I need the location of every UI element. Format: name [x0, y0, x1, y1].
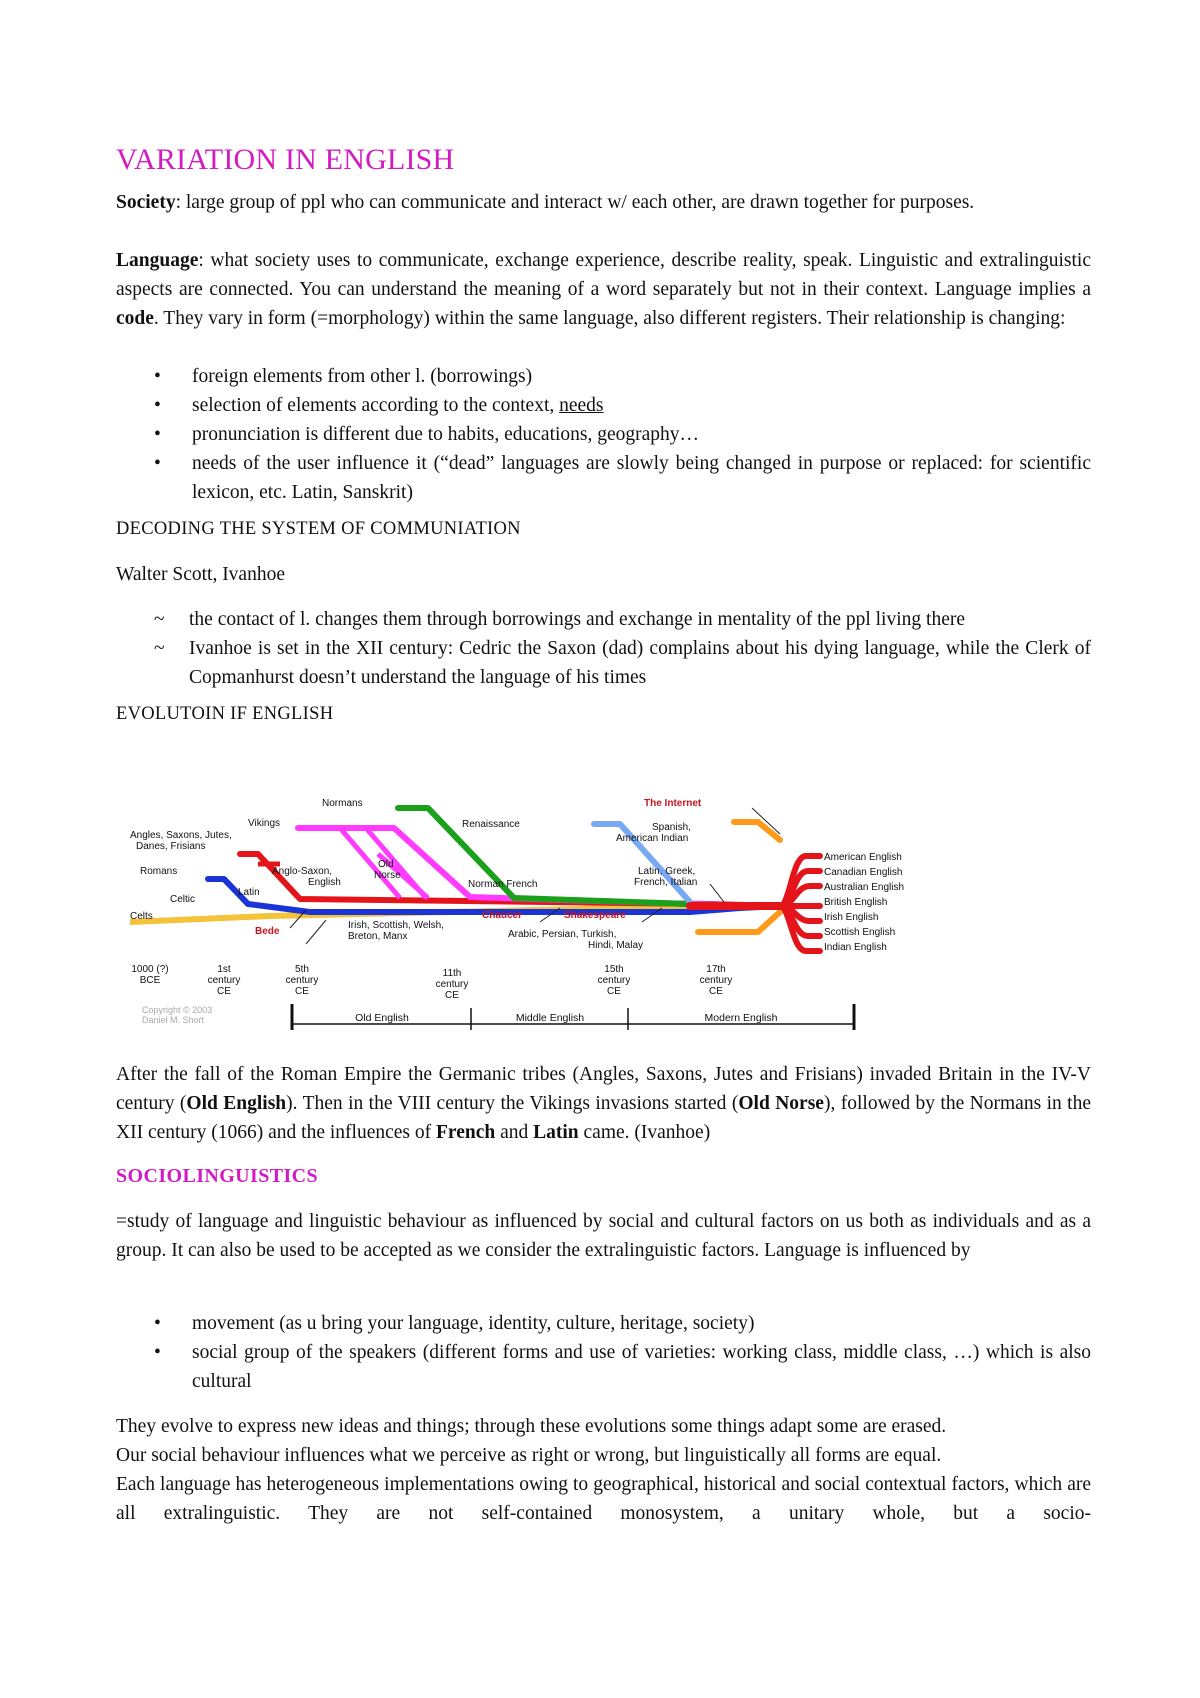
label-variety: American English	[824, 852, 902, 863]
sociolinguistics-definition: =study of language and linguistic behaviour as influenced by social and cultural factors on us both as individuals and as a group. It can also be used to be accepted as we consider the extralinguistic factors. Language is influenced by	[116, 1211, 1091, 1261]
date-label: 17th	[706, 964, 726, 975]
period-label: Old English	[355, 1012, 409, 1024]
list-item-text: Ivanhoe is set in the XII century: Cedric the Saxon (dad) complains about his dying language, while the Clerk of Copmanhurst doesn’t understand the language of his times	[189, 638, 1091, 688]
label-anglo-saxon-2: English	[308, 877, 341, 888]
history-text: After the fall of the Roman Empire the Germanic tribes (Angles, Saxons, Jutes and Frisians) invaded Britain in the IV-V century (	[116, 1064, 1091, 1114]
variety-fan	[780, 856, 820, 951]
code-term: code	[116, 308, 154, 329]
copyright-line-1: Copyright © 2003	[142, 1005, 213, 1015]
label-bede: Bede	[255, 926, 280, 937]
date-label: century	[597, 975, 631, 986]
label-irish-1: Irish, Scottish, Welsh,	[348, 920, 444, 931]
date-label: century	[699, 975, 733, 986]
bullet-marker: •	[154, 366, 161, 387]
label-celtic: Celtic	[170, 894, 196, 905]
closing-paragraph: Each language has heterogeneous implementations owing to geographical, historical and social contextual factors, which are all extralinguistic. They are not self-contained monosystem, a unitary whole, but a socio-	[116, 1474, 1091, 1524]
tilde-marker: ~	[154, 638, 165, 659]
date-label: CE	[445, 990, 459, 1001]
label-spanish: Spanish,	[652, 822, 691, 833]
date-label: 1000 (?)	[131, 964, 169, 975]
label-chaucer: Chaucer	[482, 910, 523, 921]
bullet-marker: •	[154, 424, 161, 445]
language-definition-b: . They vary in form (=morphology) within the same language, also different registers. Their relationship is changing:	[153, 308, 1066, 329]
label-old-norse-2: Norse	[374, 870, 401, 881]
copyright-line-2: Daniel M. Short	[142, 1015, 205, 1025]
date-label: 15th	[604, 964, 624, 975]
label-american-indian: American Indian	[616, 833, 689, 844]
bullet-marker: •	[154, 1313, 161, 1334]
list-item-text: foreign elements from other l. (borrowings)	[192, 366, 533, 387]
label-norman-french: Norman French	[468, 879, 538, 890]
bullet-marker: •	[154, 453, 161, 474]
society-definition: : large group of ppl who can communicate and interact w/ each other, are drawn together for purposes.	[175, 192, 975, 213]
label-french-italian: French, Italian	[634, 877, 698, 888]
list-item-text-part: selection of elements according to the context,	[192, 395, 560, 416]
label-vikings: Vikings	[248, 818, 281, 829]
label-renaissance: Renaissance	[462, 819, 520, 830]
society-term: Society	[116, 192, 176, 213]
closing-line-1: They evolve to express new ideas and things; through these evolutions some things adapt some are erased.	[116, 1416, 947, 1437]
history-text: and	[495, 1122, 534, 1143]
tilde-marker: ~	[154, 609, 165, 630]
label-variety: British English	[824, 897, 888, 908]
date-label: 11th	[442, 968, 462, 979]
label-romans: Romans	[140, 866, 178, 877]
date-label: century	[207, 975, 241, 986]
needs-underlined: needs	[559, 395, 604, 416]
old-norse-term: Old Norse	[738, 1093, 824, 1114]
latin-term: Latin	[533, 1122, 579, 1143]
date-label: CE	[709, 986, 723, 997]
list-item-text: the contact of l. changes them through borrowings and exchange in mentality of the ppl living there	[189, 609, 965, 630]
list-item-text	[192, 391, 1091, 420]
label-latin-greek: Latin, Greek,	[638, 866, 696, 877]
french-term: French	[436, 1122, 496, 1143]
label-variety: Indian English	[824, 942, 887, 953]
label-variety: Australian English	[824, 882, 905, 893]
orange-line-top	[734, 822, 780, 840]
bullet-marker: •	[154, 395, 161, 416]
page-title: VARIATION IN ENGLISH	[116, 143, 455, 176]
section-heading-decoding: DECODING THE SYSTEM OF COMMUNIATION	[116, 519, 521, 539]
date-label: century	[435, 979, 469, 990]
list-item-text: pronunciation is different due to habits, educations, geography…	[192, 424, 700, 445]
list-item-text: movement (as u bring your language, identity, culture, heritage, society)	[192, 1313, 755, 1334]
latin-greek-pointer	[710, 884, 724, 902]
period-label: Modern English	[704, 1012, 778, 1024]
language-definition-a: : what society uses to communicate, exchange experience, describe reality, speak. Linguistic and extralinguistic aspects are connected. You can understand the meaning of a word separately but not in their context. Language implies a	[116, 250, 1091, 300]
label-danes: Danes, Frisians	[136, 841, 206, 852]
date-label: BCE	[139, 975, 161, 986]
walter-scott-line: Walter Scott, Ivanhoe	[116, 564, 285, 585]
old-english-term: Old English	[186, 1093, 287, 1114]
language-paragraph	[116, 246, 1091, 333]
label-old-norse-1: Old	[378, 859, 394, 870]
label-normans: Normans	[322, 798, 363, 809]
society-paragraph	[116, 188, 1091, 217]
label-latin: Latin	[238, 887, 260, 898]
label-variety: Irish English	[824, 912, 879, 923]
date-label: CE	[217, 986, 231, 997]
bullet-marker: •	[154, 1342, 161, 1363]
label-variety: Canadian English	[824, 867, 903, 878]
label-celts: Celts	[130, 911, 153, 922]
history-paragraph	[116, 1060, 1091, 1147]
label-arabic-1: Arabic, Persian, Turkish,	[508, 929, 617, 940]
list-item-text: social group of the speakers (different forms and use of varieties: working class, middle class, …) which is also cultural	[192, 1342, 1091, 1392]
label-arabic-2: Hindi, Malay	[588, 940, 644, 951]
date-label: CE	[295, 986, 309, 997]
history-text: ). Then in the VIII century the Vikings invasions started (	[286, 1093, 739, 1114]
orange-line-bottom	[698, 912, 780, 932]
period-label: Middle English	[515, 1012, 585, 1024]
label-variety: Scottish English	[824, 927, 896, 938]
label-angles: Angles, Saxons, Jutes,	[130, 830, 232, 841]
list-item-text: needs of the user influence it (“dead” languages are slowly being changed in purpose or replaced: for scientific lexicon, etc. Latin, Sanskrit)	[192, 453, 1091, 503]
date-label: 5th	[295, 964, 309, 975]
irish-pointer	[306, 920, 326, 944]
label-anglo-saxon-1: Anglo-Saxon,	[272, 866, 333, 877]
history-text: ), followed by the Normans in the XII century (1066) and the influences of	[116, 1093, 1091, 1143]
label-irish-2: Breton, Manx	[348, 931, 408, 942]
date-label: 1st	[217, 964, 231, 975]
label-shakespeare: Shakespeare	[564, 910, 626, 921]
language-term: Language	[116, 250, 199, 271]
sociolinguistics-heading: SOCIOLINGUISTICS	[116, 1165, 319, 1187]
date-label: century	[285, 975, 319, 986]
english-evolution-diagram	[130, 794, 1020, 1044]
section-heading-evolution: EVOLUTOIN IF ENGLISH	[116, 704, 334, 724]
history-text: came. (Ivanhoe)	[578, 1122, 711, 1143]
date-label: CE	[607, 986, 621, 997]
closing-line-2: Our social behaviour influences what we perceive as right or wrong, but linguistically all forms are equal.	[116, 1445, 942, 1466]
label-the-internet: The Internet	[644, 798, 702, 809]
